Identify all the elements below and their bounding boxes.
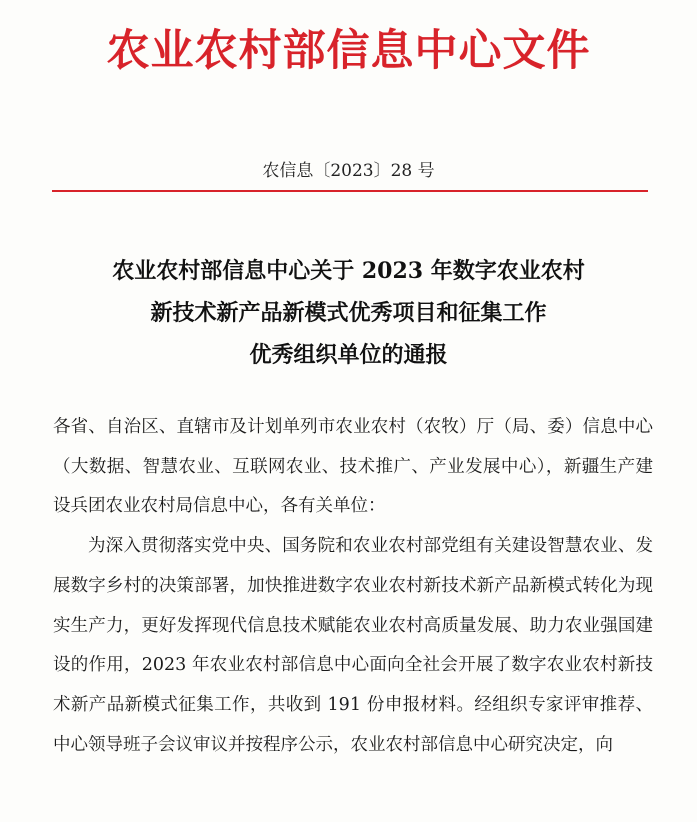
red-divider-line [52, 190, 648, 192]
document-number: 农信息〔2023〕28 号 [262, 161, 435, 181]
title-line-1: 农业农村部信息中心关于 2023 年数字农业农村 [112, 258, 585, 284]
title-line-3: 优秀组织单位的通报 [249, 342, 448, 368]
salutation: 各省、自治区、直辖市及计划单列市农业农村（农牧）厅（局、委）信息中心（大数据、智慧农业、互联网农业、技术推广、产业发展中心），新疆生产建设兵团农业农村局信息中心，各有关单位： [53, 417, 653, 517]
body-paragraph-1: 为深入贯彻落实党中央、国务院和农业农村部党组有关建设智慧农业、发展数字乡村的决策部署，加快推进数字农业农村新技术新产品新模式转化为现实生产力，更好发挥现代信息技术赋能农业农村高质量发展、助力农业强国建设的作用，2023 年农业农村部信息中心面向全社会开展了数字农业农村新技术新产品新模式征集工作，共收到 191 份申报材料。经组织专家评审推荐、中心领导班子会议审议并按程序公示，农业农村部信息中心研究决定，向 [53, 536, 653, 755]
document-title [0, 250, 697, 376]
document-body [53, 408, 653, 765]
issuer-masthead: 农业农村部信息中心文件 [106, 26, 591, 76]
title-line-2: 新技术新产品新模式优秀项目和征集工作 [150, 300, 547, 326]
